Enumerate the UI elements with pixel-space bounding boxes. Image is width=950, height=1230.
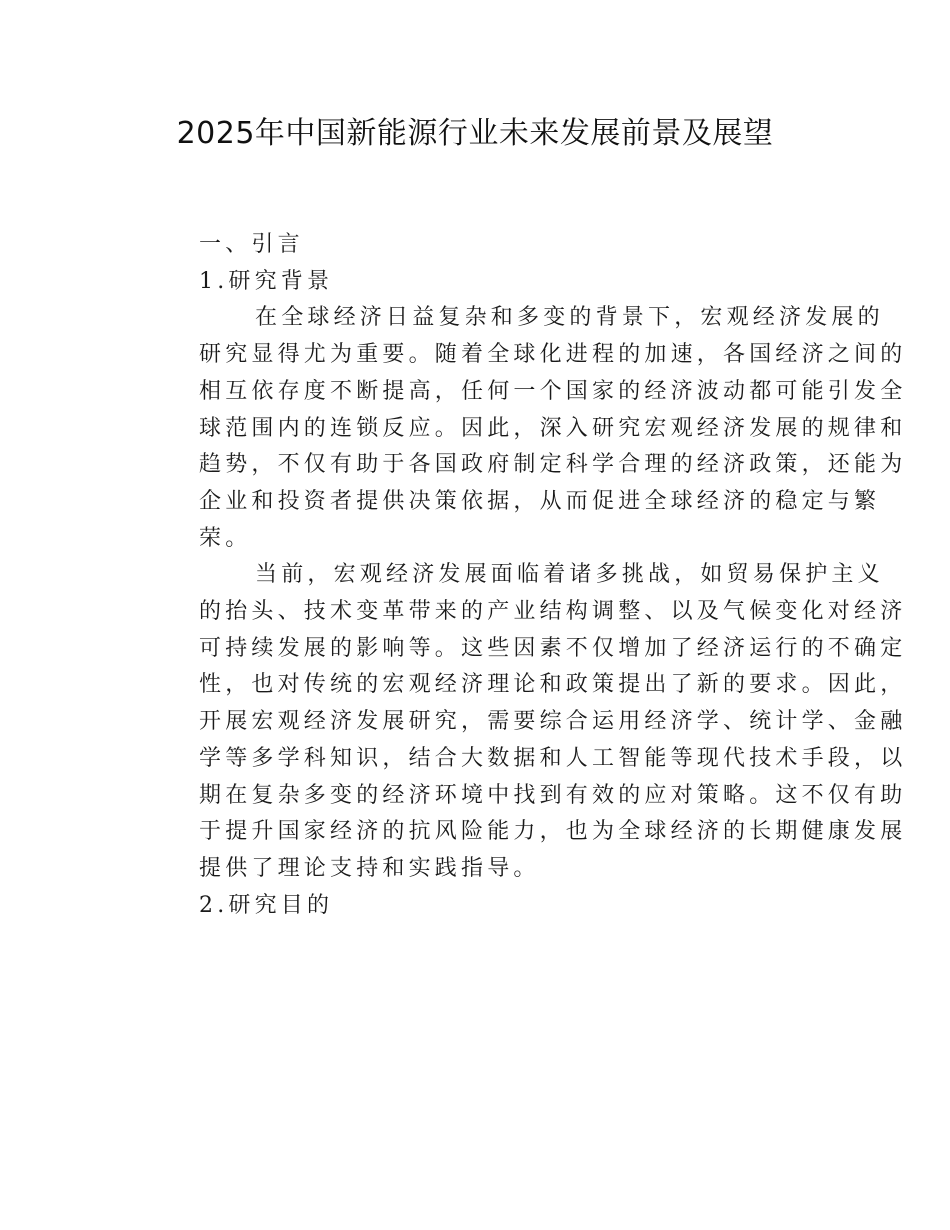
section-heading-introduction: 一、引言: [199, 232, 304, 257]
subheading-research-background: 1.研究背景: [199, 268, 334, 294]
paragraph-line: 可持续发展的影响等。这些因素不仅增加了经济运行的不确定: [199, 635, 907, 661]
paragraph-line: 开展宏观经济发展研究，需要综合运用经济学、统计学、金融: [199, 709, 907, 735]
paragraph-line: 性，也对传统的宏观经济理论和政策提出了新的要求。因此，: [199, 672, 907, 698]
document-body: [143, 227, 907, 924]
paragraph-line: 荣。: [199, 525, 252, 551]
paragraph-line: 的抬头、技术变革带来的产业结构调整、以及气候变化对经济: [199, 599, 907, 625]
paragraph-line: 学等多学科知识，结合大数据和人工智能等现代技术手段，以: [199, 745, 907, 771]
document-title: 2025年中国新能源行业未来发展前景及展望: [176, 116, 774, 151]
paragraph-line: 当前，宏观经济发展面临着诸多挑战，如贸易保护主义: [255, 562, 884, 588]
paragraph-line: 趋势，不仅有助于各国政府制定科学合理的经济政策，还能为: [199, 452, 907, 478]
paragraph-line: 研究显得尤为重要。随着全球化进程的加速，各国经济之间的: [199, 342, 907, 368]
paragraph-line: 提供了理论支持和实践指导。: [199, 855, 540, 881]
paragraph-background-2: [143, 557, 907, 887]
paragraph-line: 球范围内的连锁反应。因此，深入研究宏观经济发展的规律和: [199, 415, 907, 441]
subheading-research-purpose: 2.研究目的: [199, 892, 334, 918]
paragraph-line: 期在复杂多变的经济环境中找到有效的应对策略。这不仅有助: [199, 782, 907, 808]
paragraph-line: 在全球经济日益复杂和多变的背景下，宏观经济发展的: [255, 305, 884, 331]
paragraph-line: 相互依存度不断提高，任何一个国家的经济波动都可能引发全: [199, 378, 907, 404]
paragraph-background-1: [143, 300, 907, 557]
paragraph-line: 于提升国家经济的抗风险能力，也为全球经济的长期健康发展: [199, 819, 907, 845]
paragraph-line: 企业和投资者提供决策依据，从而促进全球经济的稳定与繁: [199, 488, 881, 514]
